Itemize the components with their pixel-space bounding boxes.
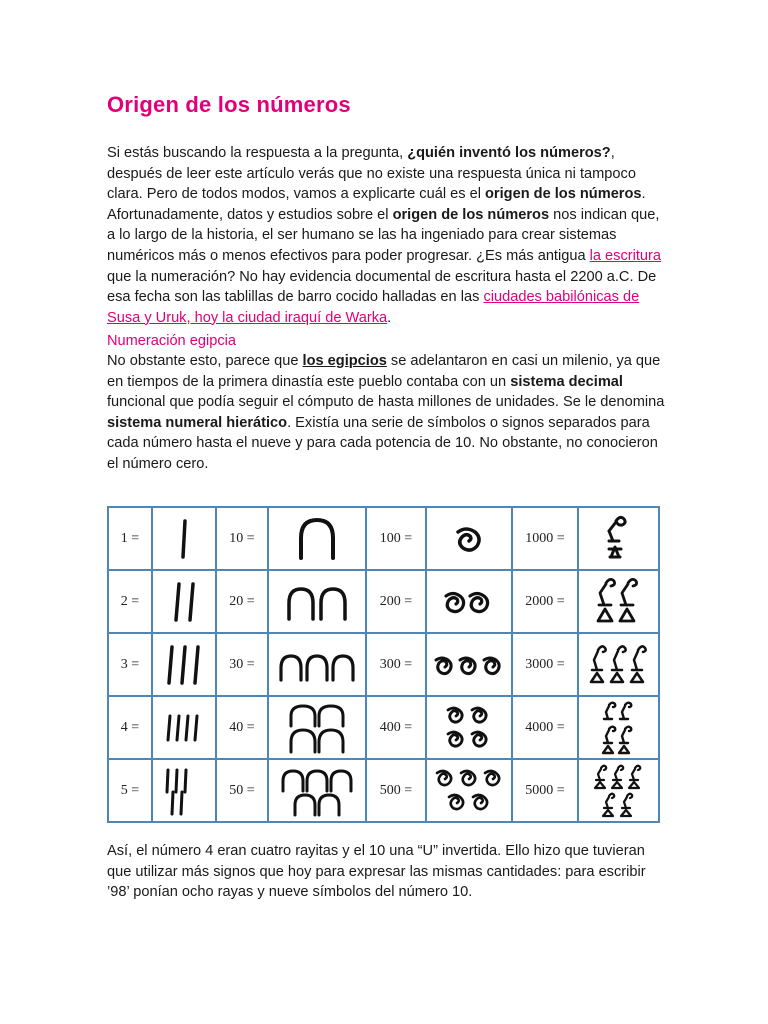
- label-5000: 5000 =: [512, 759, 578, 822]
- glyph-40-icon: [268, 696, 366, 759]
- glyph-1-icon: [152, 507, 216, 570]
- glyph-400-icon: [426, 696, 512, 759]
- label-1: 1 =: [108, 507, 152, 570]
- label-20: 20 =: [216, 570, 268, 633]
- label-10: 10 =: [216, 507, 268, 570]
- glyph-5000-icon: [578, 759, 659, 822]
- subheading-numeracion-egipcia: Numeración egipcia: [107, 333, 236, 349]
- egypt-keyword-decimal: sistema decimal: [510, 373, 623, 390]
- intro-text-6: .: [387, 309, 392, 326]
- glyph-2-icon: [152, 570, 216, 633]
- label-200: 200 =: [366, 570, 426, 633]
- table-row: [108, 696, 659, 759]
- glyph-3-icon: [152, 633, 216, 696]
- intro-keyword-origin-2: origen de los números: [392, 206, 550, 223]
- table-row: [108, 633, 659, 696]
- intro-keyword-origin-1: origen de los números: [485, 186, 642, 203]
- egypt-text-1: No obstante esto, parece que: [107, 353, 303, 369]
- glyph-5-icon: [152, 759, 216, 822]
- glyph-1000-icon: [578, 507, 659, 570]
- page-title: Origen de los números: [107, 92, 351, 117]
- table-row: [108, 759, 659, 822]
- table-row: [108, 570, 659, 633]
- glyph-20-icon: [268, 570, 366, 633]
- label-500: 500 =: [366, 759, 426, 822]
- glyph-50-icon: [268, 759, 366, 822]
- glyph-4-icon: [152, 696, 216, 759]
- glyph-200-icon: [426, 570, 512, 633]
- label-50: 50 =: [216, 759, 268, 822]
- label-3000: 3000 =: [512, 633, 578, 696]
- label-300: 300 =: [366, 633, 426, 696]
- link-la-escritura[interactable]: la escritura: [589, 247, 662, 264]
- intro-text-2: , después de leer este artículo verás que no existe una respuesta única ni tampoco clara. Pero de todos modos, vamos a explicarte cuál es el: [107, 145, 636, 203]
- glyph-500-icon: [426, 759, 512, 822]
- label-2: 2 =: [108, 570, 152, 633]
- label-3: 3 =: [108, 633, 152, 696]
- label-4000: 4000 =: [512, 696, 578, 759]
- label-5: 5 =: [108, 759, 152, 822]
- glyph-2000-icon: [578, 570, 659, 633]
- intro-paragraph: [107, 143, 667, 328]
- label-4: 4 =: [108, 696, 152, 759]
- glyph-300-icon: [426, 633, 512, 696]
- intro-text-5: que la numeración? No hay evidencia documental de escritura hasta el 2200 a.C. De esa fecha son las tablillas de barro cocido halladas en las: [107, 268, 657, 306]
- table-row: [108, 507, 659, 570]
- closing-paragraph: Así, el número 4 eran cuatro rayitas y el 10 una “U” invertida. Ello hizo que tuvieran que utilizar más signos que hoy para expresar las mismas cantidades: para escribir ’98’ ponían ocho rayas y nueve símbolos del número 10.: [107, 843, 646, 901]
- glyph-10-icon: [268, 507, 366, 570]
- egypt-keyword-egipcios: los egipcios: [302, 353, 387, 369]
- glyph-4000-icon: [578, 696, 659, 759]
- egypt-text-4: . Existía una serie de símbolos o signos separados para cada número hasta el nueve y para cada potencia de 10. No obstante, no conocieron el número cero.: [107, 414, 658, 472]
- intro-text-1: Si estás buscando la respuesta a la pregunta,: [107, 145, 408, 161]
- glyph-100-icon: [426, 507, 512, 570]
- egyptian-numerals-table: [107, 506, 660, 823]
- egypt-paragraph: [107, 351, 667, 475]
- glyph-3000-icon: [578, 633, 659, 696]
- intro-text-3: . Afortunadamente, datos y estudios sobre el: [107, 186, 646, 223]
- label-1000: 1000 =: [512, 507, 578, 570]
- label-400: 400 =: [366, 696, 426, 759]
- link-ciudades-babilonicas[interactable]: ciudades babilónicas de Susa y Uruk, hoy la ciudad iraquí de Warka: [107, 289, 640, 326]
- label-40: 40 =: [216, 696, 268, 759]
- label-30: 30 =: [216, 633, 268, 696]
- egypt-text-2: se adelantaron en casi un milenio, ya que en tiempos de la primera dinastía este pueblo contaba con un: [107, 353, 661, 390]
- label-2000: 2000 =: [512, 570, 578, 633]
- label-100: 100 =: [366, 507, 426, 570]
- glyph-30-icon: [268, 633, 366, 696]
- intro-text-4: nos indican que, a lo largo de la historia, el ser humano se las ha ingeniado para crear sistemas numéricos más o menos efectivos para poder progresar. ¿Es más antigua: [107, 206, 660, 264]
- egypt-text-3: funcional que podía seguir el cómputo de hasta millones de unidades. Se le denomina: [107, 394, 665, 411]
- egypt-keyword-hieratico: sistema numeral hierático: [107, 414, 288, 431]
- intro-question: ¿quién inventó los números?: [407, 145, 611, 161]
